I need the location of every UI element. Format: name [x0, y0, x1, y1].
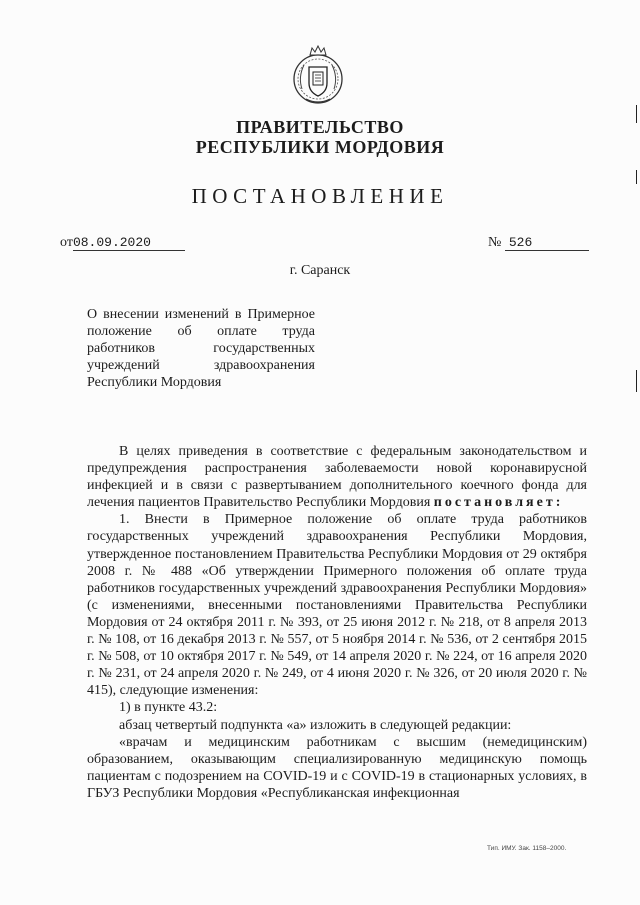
government-title-line1: ПРАВИТЕЛЬСТВО: [236, 117, 404, 137]
scan-mark: [636, 170, 637, 184]
scan-mark: [636, 370, 637, 392]
subject-block: О внесении изменений в Примерное положение об оплате труда работников государственных учреждений здравоохранения Республики Мордовия: [87, 307, 315, 390]
coat-of-arms-emblem: [288, 45, 348, 105]
sub-item-1: 1) в пункте 43.2:: [119, 700, 218, 716]
scan-mark: [636, 105, 637, 123]
preamble-text: В целях приведения в соответствие с федеральным законодательством и предупреждения распространения заболеваемости новой коронавирусной инфекцией и в связи с развертыванием дополнительного коечного фонда для лечения пациентов Правительство Республики Мордовия: [87, 444, 587, 511]
sub-item-2: абзац четвертый подпункта «а» изложить в следующей редакции:: [119, 717, 512, 733]
date-prefix: от: [60, 235, 73, 250]
government-title-line2: РЕСПУБЛИКИ МОРДОВИЯ: [195, 137, 445, 157]
number-field: [488, 235, 589, 251]
date-field: [60, 235, 185, 251]
number-prefix: №: [488, 235, 502, 250]
date-value: 08.09.2020: [73, 235, 185, 251]
print-footer: Тип. ИМУ. Зак. 1158–2000.: [487, 845, 567, 852]
quoted-amendment: «врачам и медицинским работникам с высшим (немедицинским) образованием, оказывающим специализированную медицинскую помощь пациентам с подозрением на COVID-19 и с COVID-19 в стационарных условиях, в ГБУЗ Республики Мордовия «Республиканская инфекционная: [87, 734, 587, 801]
document-type-heading: ПОСТАНОВЛЕНИЕ: [191, 184, 449, 208]
preamble-paragraph: [87, 443, 587, 511]
item-1-paragraph: 1. Внести в Примерное положение об оплате труда работников государственных учреждений здравоохранения Республики Мордовия, утвержденное постановлением Правительства Республики Мордовия от 29 октября 2008 г. № 488 «Об утверждении Примерного положения об оплате труда работников государственных учреждений здравоохранения Республики Мордовия» (с изменениями, внесенными постановлениями Правительства Республики Мордовия от 24 октября 2011 г. № 393, от 25 июня 2012 г. № 218, от 8 апреля 2013 г. № 108, от 16 декабря 2013 г. № 557, от 5 ноября 2014 г. № 536, от 2 сентября 2015 г. № 508, от 10 октября 2017 г. № 549, от 14 апреля 2020 г. № 224, от 16 апреля 2020 г. № 231, от 24 апреля 2020 г. № 249, от 4 июня 2020 г. № 326, от 20 июля 2020 г. № 415), следующие изменения:: [87, 512, 587, 699]
body-text: [87, 443, 587, 802]
resolves-word: постановляет:: [433, 495, 564, 511]
number-value: 526: [505, 235, 589, 251]
city-line: г. Саранск: [289, 263, 351, 278]
